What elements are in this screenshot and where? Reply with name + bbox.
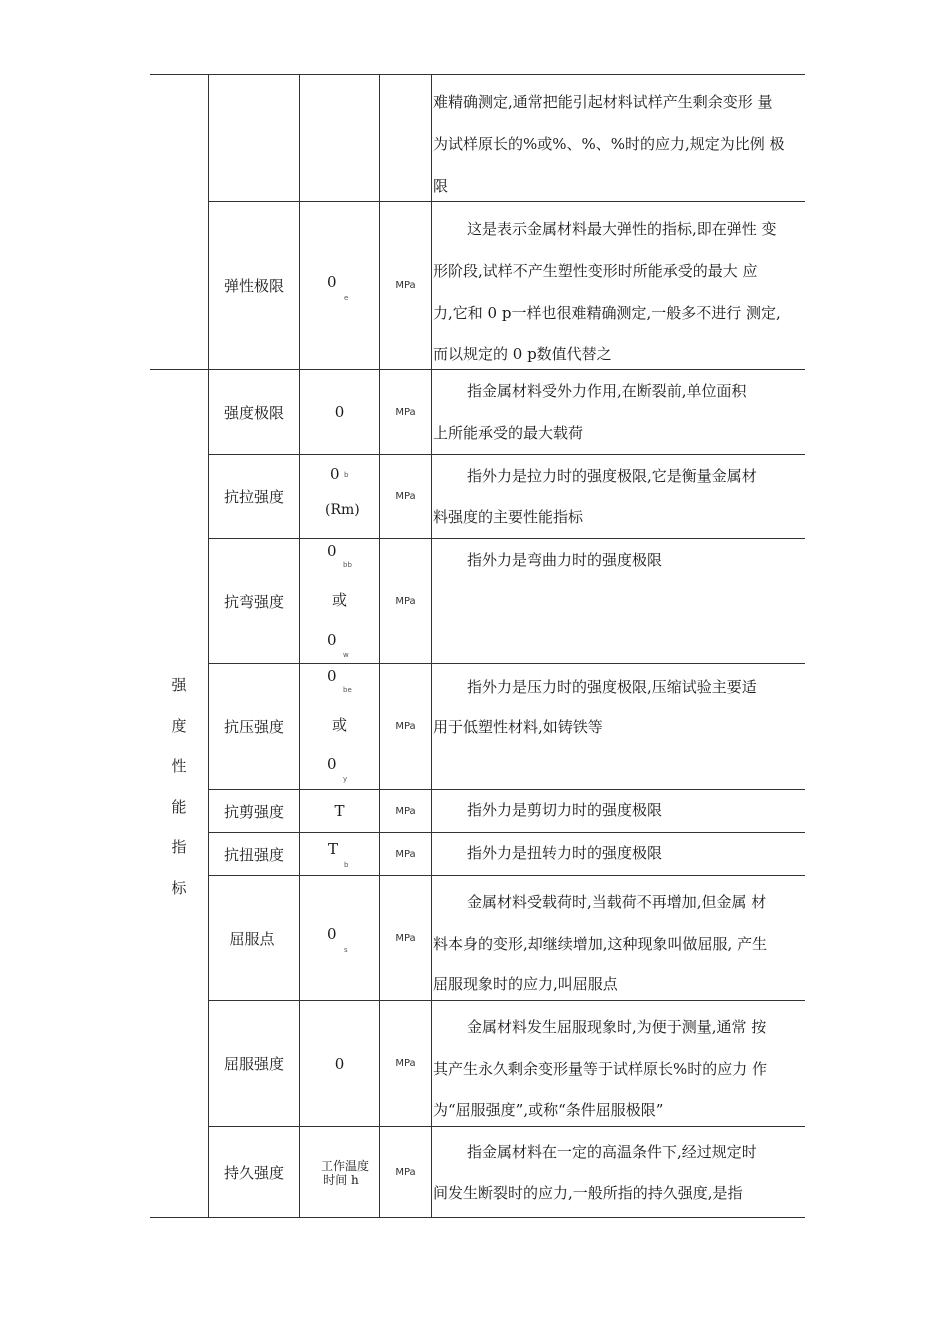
description-line: 指外力是弯曲力时的强度极限 <box>467 551 663 569</box>
description-line: 料强度的主要性能指标 <box>433 508 584 526</box>
description-line: 指外力是扭转力时的强度极限 <box>467 844 663 862</box>
unit: MPa <box>395 280 416 291</box>
indicator-name: 抗拉强度 <box>223 488 284 506</box>
indicator-name: 抗剪强度 <box>223 802 284 821</box>
indicator-name: 抗弯强度 <box>223 592 284 611</box>
unit: MPa <box>395 491 416 502</box>
description-line: 形阶段,试样不产生塑性变形时所能承受的最大 应 <box>433 262 758 280</box>
description-line: 指金属材料受外力作用,在断裂前,单位面积 <box>467 382 747 400</box>
description-line: 用于低塑性材料,如铸铁等 <box>433 718 603 736</box>
symbol-subscript: b <box>344 471 349 479</box>
symbol: 0 <box>334 403 345 421</box>
description-line: 为“屈服强度”,或称“条件屈服极限” <box>433 1101 664 1119</box>
symbol: T <box>334 802 345 820</box>
symbol-or: 或 <box>332 716 348 734</box>
column-divider <box>431 74 432 1218</box>
unit: MPa <box>395 721 416 732</box>
description-line: 其产生永久剩余变形量等于试样原长%时的应力 作 <box>433 1060 768 1078</box>
symbol-subscript: e <box>344 294 349 302</box>
symbol-alt: (Rm) <box>325 502 360 518</box>
symbol-subscript: bb <box>343 561 352 569</box>
description-line: 为试样原长的%或%、%、%时的应力,规定为比例 极 <box>433 135 785 153</box>
symbol: 0 <box>327 542 337 560</box>
unit: MPa <box>395 932 416 944</box>
description-line: 屈服现象时的应力,叫屈服点 <box>433 975 618 993</box>
symbol: 0 <box>327 755 337 773</box>
symbol: 0 <box>334 1054 345 1073</box>
category-char: 能 <box>171 798 187 816</box>
symbol-subscript: w <box>343 651 349 659</box>
description-line: 这是表示金属材料最大弹性的指标,即在弹性 变 <box>467 220 777 238</box>
description-line: 力,它和 0 p一样也很难精确测定,一般多不进行 测定, <box>433 304 781 322</box>
unit: MPa <box>395 595 416 607</box>
category-char: 性 <box>171 757 187 775</box>
symbol: 0 <box>327 925 337 943</box>
table-bottom-border <box>150 1217 805 1218</box>
table-top-border <box>150 74 805 75</box>
symbol-text-line: 时间 h <box>323 1173 359 1187</box>
category-char: 度 <box>171 717 187 735</box>
description-line: 指外力是压力时的强度极限,压缩试验主要适 <box>467 678 757 696</box>
indicator-name: 强度极限 <box>223 403 284 422</box>
symbol-text <box>300 1159 390 1187</box>
indicator-name: 抗扭强度 <box>223 845 284 864</box>
category-char: 标 <box>171 879 187 897</box>
symbol-subscript: b <box>344 861 349 869</box>
unit: MPa <box>395 406 416 418</box>
description-line: 间发生断裂时的应力,一般所指的持久强度,是指 <box>433 1184 743 1202</box>
description-line: 指外力是拉力时的强度极限,它是衡量金属材 <box>467 467 757 485</box>
symbol: 0 <box>330 465 340 483</box>
indicator-name: 屈服强度 <box>223 1055 284 1073</box>
indicator-name: 抗压强度 <box>223 718 284 736</box>
symbol: 0 <box>327 631 337 649</box>
symbol-subscript: be <box>343 686 352 694</box>
unit: MPa <box>395 848 416 860</box>
description-line: 难精确测定,通常把能引起材料试样产生剩余变形 量 <box>433 93 773 111</box>
category-char: 指 <box>171 838 187 856</box>
unit: MPa <box>395 1058 416 1069</box>
indicator-name: 持久强度 <box>223 1163 284 1182</box>
symbol: 0 <box>327 667 337 685</box>
category-char: 强 <box>171 676 187 694</box>
description-line: 上所能承受的最大载荷 <box>433 424 584 442</box>
description-line: 限 <box>433 177 449 195</box>
symbol-subscript: s <box>344 946 348 954</box>
symbol-text-line: 工作温度 <box>320 1159 369 1173</box>
description-line: 料本身的变形,却继续增加,这种现象叫做屈服, 产生 <box>433 935 768 953</box>
description-line: 而以规定的 0 p数值代替之 <box>433 345 612 363</box>
row-divider <box>208 875 805 876</box>
description-line: 指外力是剪切力时的强度极限 <box>467 801 663 819</box>
unit: MPa <box>395 1166 416 1178</box>
description-line: 金属材料发生屈服现象时,为便于测量,通常 按 <box>467 1018 767 1036</box>
symbol-or: 或 <box>332 591 348 609</box>
description-line: 指金属材料在一定的高温条件下,经过规定时 <box>467 1143 757 1161</box>
unit: MPa <box>395 805 416 817</box>
symbol: 0 <box>327 273 337 291</box>
indicator-name: 屈服点 <box>229 929 275 948</box>
symbol: T <box>328 840 339 858</box>
symbol-subscript: y <box>343 775 348 783</box>
description-line: 金属材料受载荷时,当载荷不再增加,但金属 材 <box>467 893 767 911</box>
indicator-name: 弹性极限 <box>223 277 284 295</box>
